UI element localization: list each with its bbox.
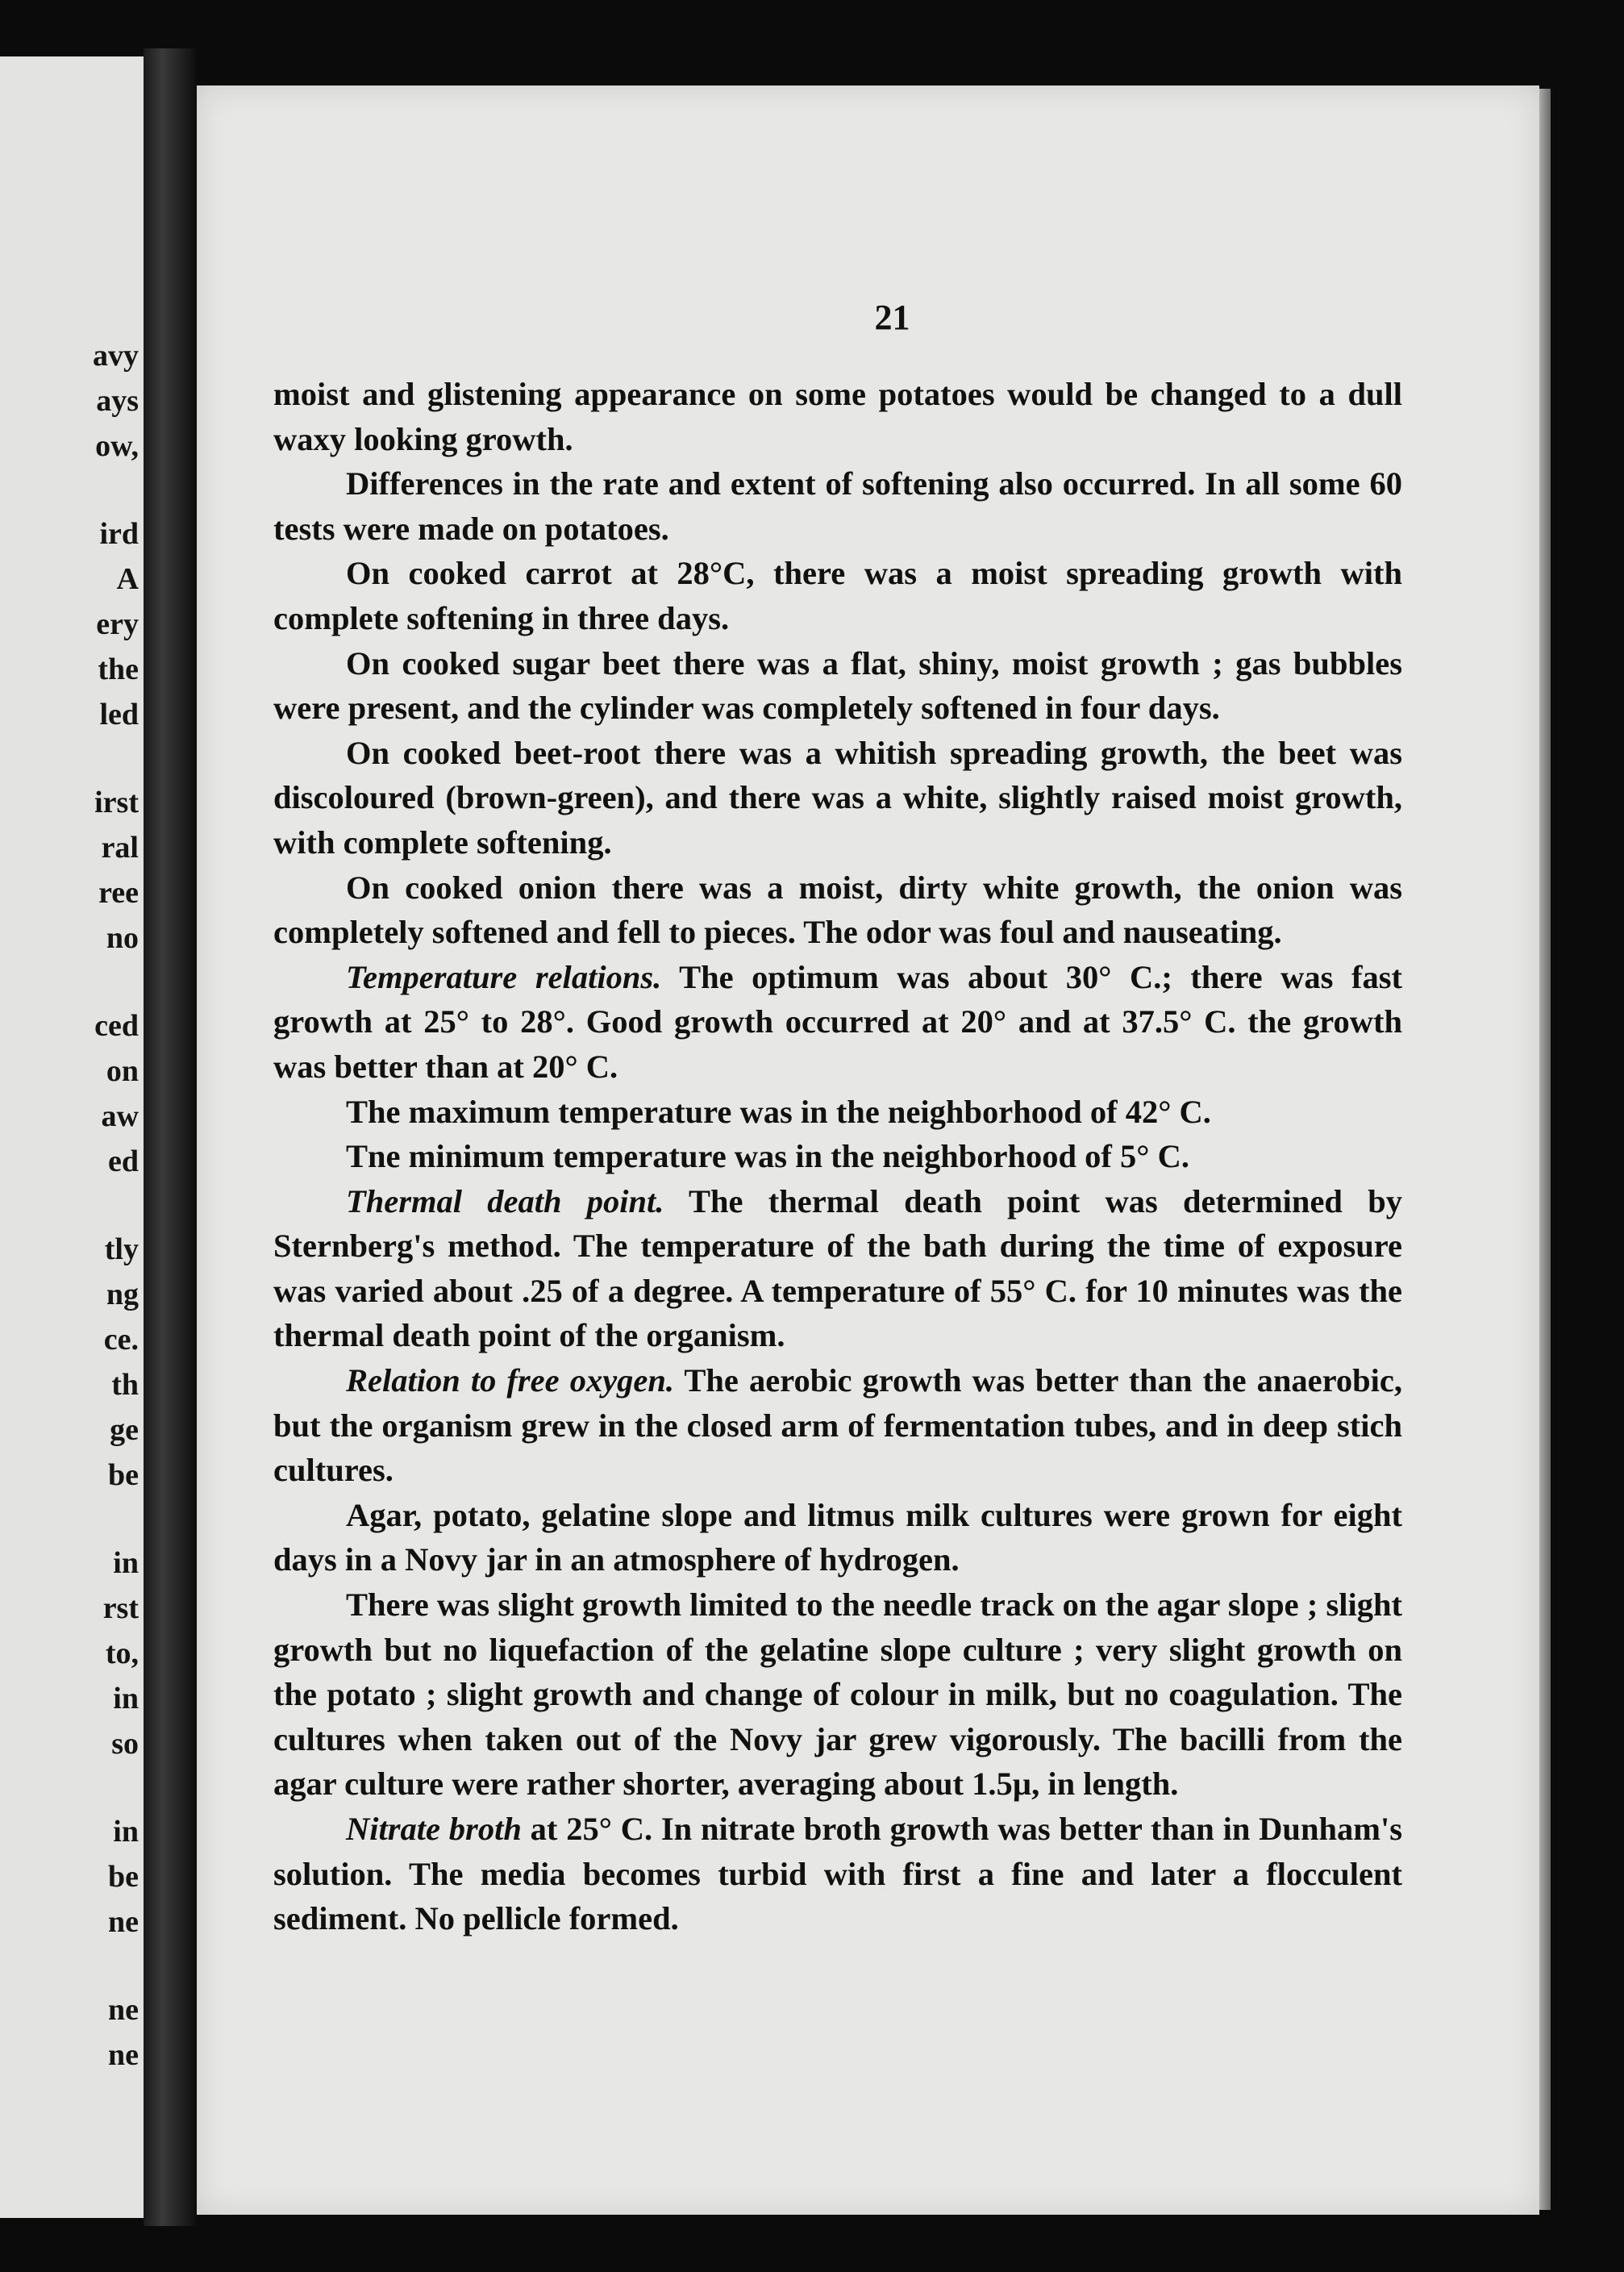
section-heading: Relation to free oxygen. — [346, 1362, 675, 1399]
prev-fragment: A — [116, 562, 139, 596]
prev-fragment: ery — [96, 607, 139, 641]
prev-fragment: ne — [108, 1993, 139, 2027]
paragraph: On cooked beet-root there was a whitish spreading growth, the beet was discoloured (brown-green), and there was a white, slightly raised moist growth, with complete softening. — [273, 734, 1402, 861]
prev-fragment: in — [113, 1815, 139, 1849]
section-heading: Nitrate broth — [346, 1811, 522, 1847]
prev-fragment: to, — [105, 1636, 139, 1670]
paragraph: Nitrate broth at 25° C. In nitrate broth growth was better than in Dunham's solution. The media becomes turbid with first a fine and later a flocculent sediment. No pellicle formed. — [273, 1811, 1402, 1937]
prev-fragment: ced — [94, 1009, 139, 1043]
prev-fragment: in — [113, 1682, 139, 1715]
prev-fragment: led — [99, 698, 139, 732]
prev-fragment: ed — [108, 1144, 139, 1178]
prev-fragment: in — [113, 1546, 139, 1580]
prev-fragment: ng — [106, 1278, 139, 1311]
prev-fragment: aw — [101, 1099, 139, 1133]
prev-fragment: ne — [108, 2038, 139, 2072]
paragraph: Differences in the rate and extent of softening also occurred. In all some 60 tests were made on potatoes. — [273, 465, 1402, 547]
prev-fragment: ge — [110, 1413, 139, 1447]
prev-fragment: ree — [98, 876, 139, 910]
book-gutter — [144, 48, 197, 2226]
prev-fragment: ne — [108, 1905, 139, 1939]
prev-fragment: th — [111, 1368, 139, 1402]
prev-fragment: the — [98, 652, 139, 686]
paragraph: moist and glistening appearance on some potatoes would be changed to a dull waxy looking growth. — [273, 376, 1402, 457]
prev-fragment: irst — [94, 786, 139, 819]
prev-fragment: no — [106, 921, 139, 955]
prev-fragment: on — [106, 1054, 139, 1088]
prev-fragment: ird — [99, 517, 139, 551]
section-heading: Temperature relations. — [346, 958, 662, 995]
prev-fragment: so — [111, 1727, 139, 1761]
prev-fragment: ral — [101, 831, 139, 865]
page-number: 21 — [874, 298, 910, 337]
paragraph: Temperature relations. The optimum was about 30° C.; there was fast growth at 25° to 28°. Good growth occurred at 20° and at 37.5° C. the growth was better than at 20° C. — [273, 958, 1403, 1085]
section-heading: Thermal death point. — [346, 1182, 664, 1219]
prev-fragment: be — [108, 1860, 139, 1894]
paragraph: On cooked sugar beet there was a flat, shiny, moist growth ; gas bubbles were present, and the cylinder was completely softened in four days. — [273, 644, 1402, 727]
paragraph: Thermal death point. The thermal death point was determined by Sternberg's method. The temperature of the bath during the time of exposure was varied about .25 of a degree. A temperature of 55° C. for 10 minutes was the thermal death point of the organism. — [273, 1182, 1402, 1354]
prev-fragment: rst — [102, 1591, 139, 1625]
paragraph: The maximum temperature was in the neighborhood of 42° C. — [346, 1093, 1211, 1130]
previous-page-edge — [0, 56, 144, 2218]
prev-fragment: tly — [104, 1232, 139, 1266]
prev-fragment: be — [108, 1458, 139, 1492]
paragraph: Relation to free oxygen. The aerobic growth was better than the anaerobic, but the organism grew in the closed arm of fermentation tubes, and in deep stich cultures. — [273, 1362, 1402, 1489]
page-body — [273, 372, 1402, 1941]
paragraph: On cooked carrot at 28°C, there was a moist spreading growth with complete softening in three days. — [273, 555, 1402, 636]
paragraph: Tne minimum temperature was in the neighborhood of 5° C. — [346, 1138, 1189, 1175]
paragraph: On cooked onion there was a moist, dirty white growth, the onion was completely softened and fell to pieces. The odor was foul and nauseating. — [273, 869, 1402, 951]
paragraph: There was slight growth limited to the needle track on the agar slope ; slight growth but no liquefaction of the gelatine slope culture ; very slight growth on the potato ; slight growth and change of colour in milk, but no coagulation. The cultures when taken out of the Novy jar grew vigorously. The bacilli from the agar culture were rather shorter, averaging about 1.5µ, in length. — [273, 1586, 1402, 1803]
prev-fragment: ce. — [103, 1323, 139, 1357]
book-page — [197, 85, 1539, 2215]
paragraph: Agar, potato, gelatine slope and litmus milk cultures were grown for eight days in a Novy jar in an atmosphere of hydrogen. — [273, 1496, 1402, 1578]
prev-fragment: ays — [96, 384, 139, 418]
prev-fragment: avy — [93, 339, 139, 373]
prev-fragment: ow, — [95, 429, 139, 463]
